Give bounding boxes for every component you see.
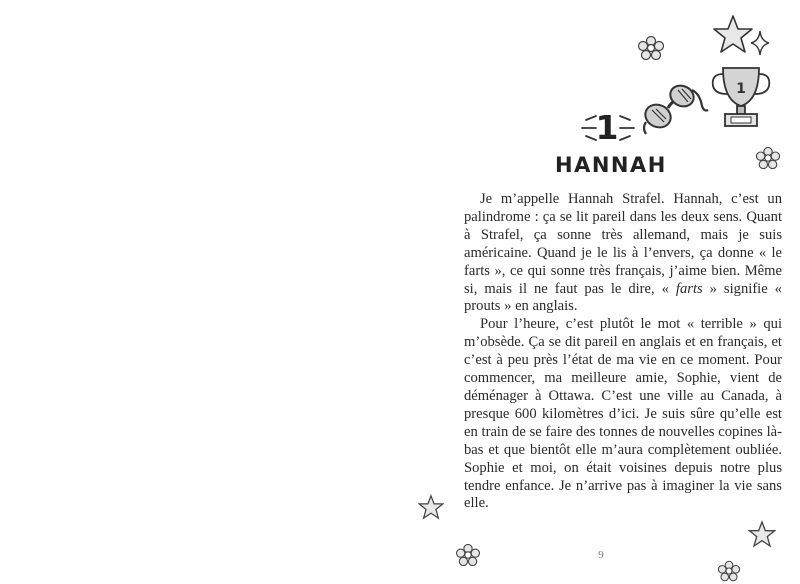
trophy-icon [707, 60, 775, 130]
star-icon [748, 520, 776, 548]
chapter-title: HANNAH [555, 153, 667, 177]
page-number: 9 [598, 549, 604, 561]
flower-icon [756, 146, 780, 170]
paragraph-1: Je m’appelle Hannah Strafel. Hannah, c’est un palindrome : ça se lit pareil dans les deux sens. Quant à Strafel, ça sonne très allemand, mais je suis américaine. Quand je le lis à l’envers, ça donne « le farts », ce qui sonne très français, j’aime bien. Même si, mais il ne faut pas le dire, « farts » signifie « prouts » en anglais. [464, 191, 782, 315]
star-icon [418, 494, 444, 520]
flower-icon [718, 560, 740, 582]
chapter-number: 1 [595, 108, 619, 147]
flower-icon [638, 36, 664, 60]
paragraph-2: Pour l’heure, c’est plutôt le mot « terrible » qui m’obsède. Ça se dit pareil en anglais et en français, et c’est à peu près l’état de ma vie en ce moment. Pour commencer, ma meilleure amie, Sophie, vient de déménager à Ottawa. C’est une ville au Canada, à presque 600 kilomètres d’ici. Je suis sûre qu’elle est en train de se faire des tonnes de nouvelles copines là-bas et que bientôt elle m’aura complètement oubliée. Sophie et moi, on était voisines depuis notre plus tendre enfance. Je n’arrive pas à imaginer la vie sans elle. [464, 316, 782, 512]
sparkle-icon [750, 30, 770, 56]
chapter-body [464, 191, 782, 513]
star-icon [712, 14, 754, 54]
glasses-icon [638, 76, 710, 140]
flower-icon [456, 544, 480, 566]
svg-text:1: 1 [736, 81, 746, 97]
